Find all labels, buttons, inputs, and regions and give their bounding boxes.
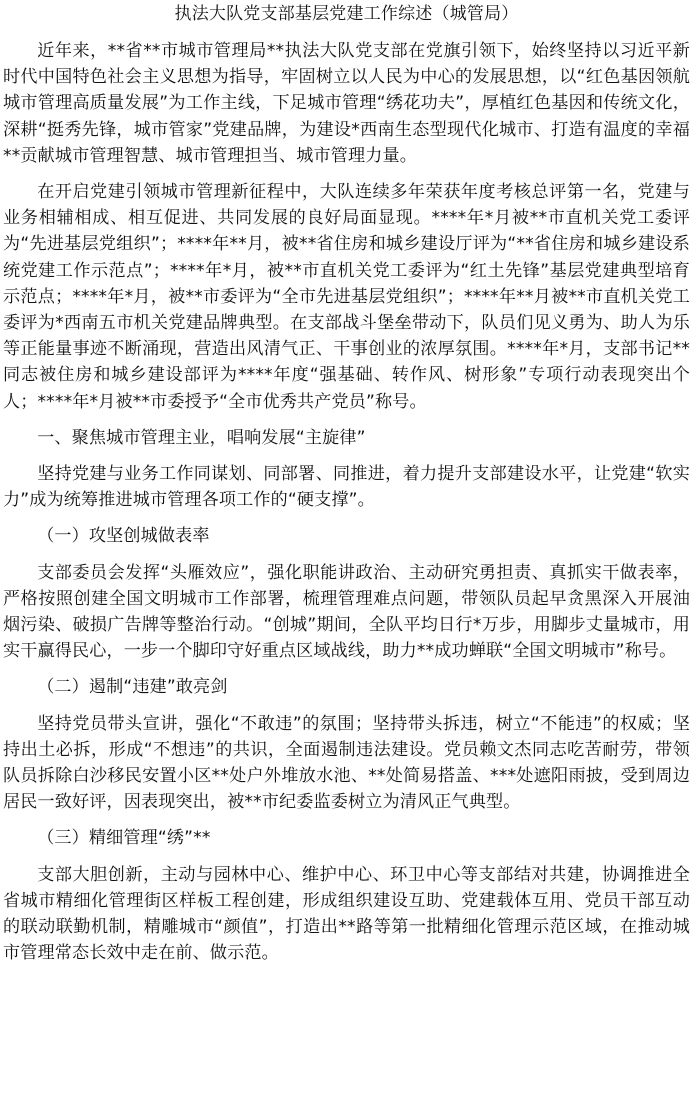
achievements-paragraph: 在开启党建引领城市管理新征程中，大队连续多年荣获年度考核总评第一名，党建与业务相辅相成、相互促进、共同发展的良好局面显现。****年*月被**市直机关党工委评为“先进基层党组织”；****年**月，被**省住房和城乡建设厅评为“**省住房和城乡建设系统党建工作示范点”；****年*月，被**市直机关党工委评为“红土先锋”基层党建典型培育示范点；****年*月，被**市委评为“全市先进基层党组织”；****年**月被**市直机关党工委评为*西南五市机关党建品牌典型。在支部战斗堡垒带动下，队员们见义勇为、助人为乐等正能量事迹不断涌现，营造出风清气正、干事创业的浓厚氛围。****年*月，支部书记**同志被住房和城乡建设部评为****年度“强基础、转作风、树形象”专项行动表现突出个人；****年*月被**市委授予“全市优秀共产党员”称号。 <box>3 182 690 412</box>
subsection-3-paragraph: 支部大胆创新，主动与园林中心、维护中心、环卫中心等支部结对共建，协调推进全省城市精细化管理街区样板工程创建，形成组织建设互助、党建载体互用、党员干部互动的联动联勤机制，精雕城市“颜值”，打造出**路等第一批精细化管理示范区域，在推动城市管理常态长效中走在前、做示范。 <box>3 864 690 964</box>
subsection-heading-3: （三）精细管理“绣”** <box>37 828 211 849</box>
subsection-1-paragraph: 支部委员会发挥“头雁效应”，强化职能讲政治、主动研究勇担责、真抓实干做表率，严格按照创建全国文明城市工作部署，梳理管理难点问题，带领队员起早贪黑深入开展油烟污染、破损广告牌等整治行动。“创城”期间，全队平均日行*万步，用脚步丈量城市，用实干赢得民心，一步一个脚印守好重点区域战线，助力**成功蝉联“全国文明城市”称号。 <box>3 562 690 662</box>
section-1-intro-paragraph: 坚持党建与业务工作同谋划、同部署、同推进，着力提升支部建设水平，让党建“软实力”成为统筹推进城市管理各项工作的“硬支撑”。 <box>3 464 690 511</box>
subsection-heading-1: （一）攻坚创城做表率 <box>37 526 210 547</box>
subsection-heading-2: （二）遏制“违建”敢亮剑 <box>37 677 228 698</box>
document-page <box>0 4 693 1101</box>
intro-paragraph: 近年来，**省**市城市管理局**执法大队党支部在党旗引领下，始终坚持以习近平新时代中国特色社会主义思想为指导，牢固树立以人民为中心的发展思想，以“红色基因领航城市管理高质量发展”为工作主线，下足城市管理“绣花功夫”，厚植红色基因和传统文化，深耕“挺秀先锋，城市管家”党建品牌，为建设*西南生态型现代化城市、打造有温度的幸福**贡献城市管理智慧、城市管理担当、城市管理力量。 <box>3 41 690 166</box>
section-heading-1: 一、聚焦城市管理主业，唱响发展“主旋律” <box>37 427 366 448</box>
document-title: 执法大队党支部基层党建工作综述（城管局） <box>174 4 519 24</box>
subsection-2-paragraph: 坚持党员带头宣讲，强化“不敢违”的氛围；坚持带头拆违，树立“不能违”的权威；坚持出土必拆，形成“不想违”的共识，全面遏制违法建设。党员赖文杰同志吃苦耐劳，带领队员拆除白沙移民安置小区**处户外堆放水池、**处简易搭盖、***处遮阳雨披，受到周边居民一致好评，因表现突出，被**市纪委监委树立为清风正气典型。 <box>3 713 690 813</box>
